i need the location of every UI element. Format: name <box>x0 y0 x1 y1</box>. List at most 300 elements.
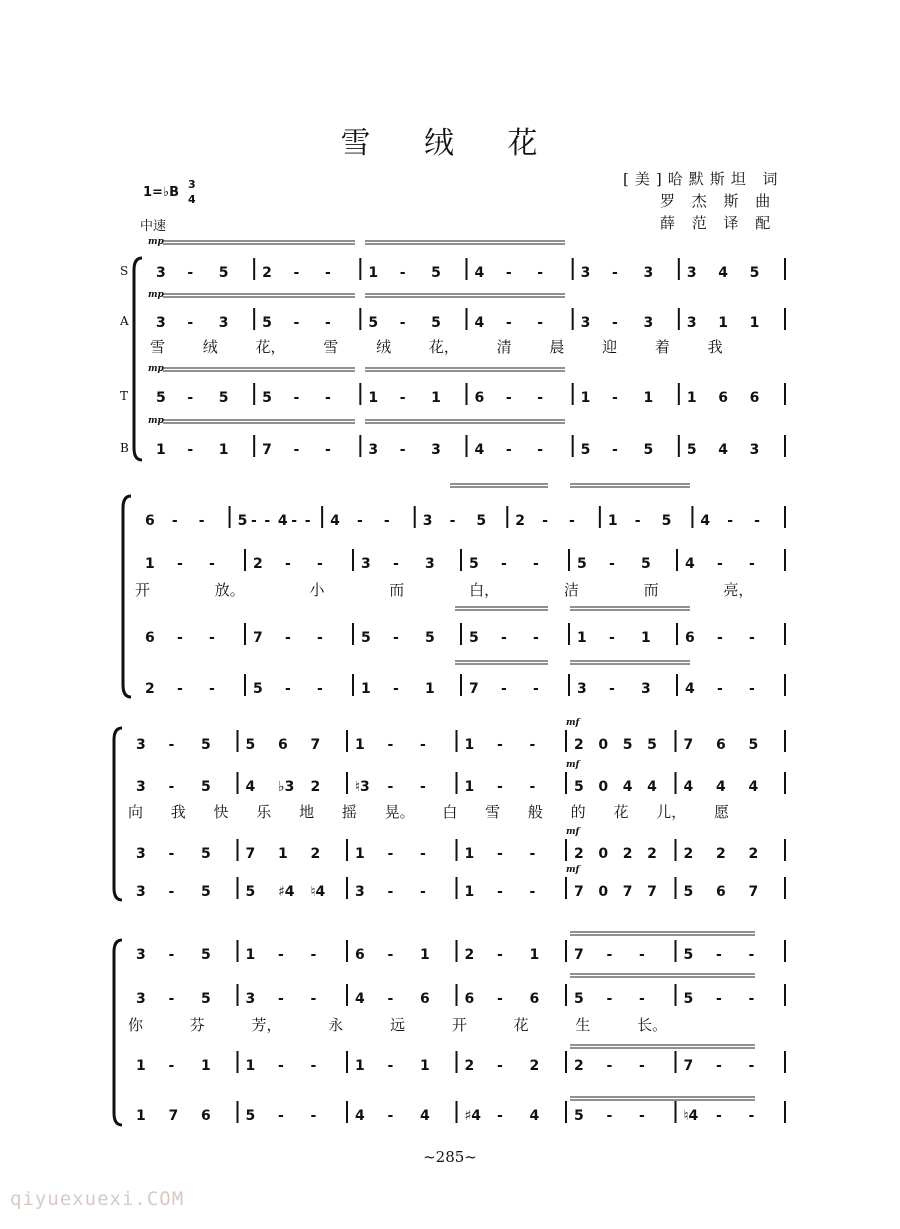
dash-note: - <box>606 1058 613 1074</box>
dash-note: - <box>177 556 183 572</box>
jianpu-note: 2 <box>574 846 584 862</box>
jianpu-note: 6 <box>464 991 475 1007</box>
dash-note: - <box>609 630 615 646</box>
dash-note: - <box>634 513 641 529</box>
jianpu-note: 3 <box>245 991 256 1007</box>
dash-note: - <box>716 991 722 1007</box>
dash-note: - <box>717 681 723 697</box>
jianpu-note: 2 <box>464 947 475 963</box>
dash-note: - <box>387 1058 394 1074</box>
jianpu-note: 2 <box>574 737 584 753</box>
jianpu-note: 3 <box>643 315 654 331</box>
jianpu-note: ♯4 <box>464 1108 482 1124</box>
dash-note: - <box>278 1108 284 1124</box>
jianpu-note: 5 <box>580 442 591 458</box>
dash-note: - <box>754 513 760 529</box>
jianpu-note: 1 <box>218 442 229 458</box>
dash-note: - <box>609 556 615 572</box>
lyrics-line-2: 开 放。 小 而 白， 洁 而 亮， <box>135 581 754 599</box>
jianpu-note: 3 <box>643 265 654 281</box>
jianpu-note: 3 <box>136 779 146 795</box>
dash-note: - <box>749 556 755 572</box>
jianpu-note: 1 <box>464 779 475 795</box>
jianpu-note: 1 <box>355 1058 365 1074</box>
system-bracket <box>123 496 131 697</box>
dash-note: - <box>497 884 503 900</box>
jianpu-note: 2 <box>716 846 726 862</box>
dash-note: - <box>168 1058 175 1074</box>
dash-note: - <box>399 315 406 331</box>
jianpu-note: 3 <box>361 556 371 572</box>
dash-note: - <box>505 390 512 406</box>
system-bracket <box>114 728 122 900</box>
jianpu-note: 6 <box>420 991 430 1007</box>
jianpu-note: 7 <box>262 442 272 458</box>
jianpu-note: 5 <box>622 737 633 753</box>
dash-note: - <box>171 513 178 529</box>
dash-note: - <box>529 737 536 753</box>
jianpu-note: 1 <box>201 1058 211 1074</box>
jianpu-note: 1 <box>361 681 371 697</box>
jianpu-note: 5 <box>237 513 248 529</box>
dash-note: - <box>168 947 175 963</box>
jianpu-note: 3 <box>577 681 587 697</box>
dash-note: - <box>278 947 284 963</box>
jianpu-note: 0 <box>598 884 609 900</box>
jianpu-note: 7 <box>469 681 479 697</box>
dash-note: - <box>168 884 175 900</box>
jianpu-note: 5 <box>156 390 166 406</box>
jianpu-note: 7 <box>647 884 657 900</box>
key-signature: 1=♭B <box>143 185 179 200</box>
dash-note: - <box>387 846 394 862</box>
jianpu-note: 4 <box>700 513 711 529</box>
dash-note: - <box>505 442 512 458</box>
dash-note: - <box>285 630 291 646</box>
dash-note: - <box>533 630 539 646</box>
jianpu-note: 5 <box>245 884 256 900</box>
jianpu-note: 5 <box>201 737 211 753</box>
jianpu-note: 4 <box>474 315 485 331</box>
watermark: qiyuexuexi.COM <box>10 1188 185 1210</box>
jianpu-note: 5 <box>683 884 694 900</box>
composer-credit: 罗 杰 斯 曲 <box>660 192 777 210</box>
lyrics-line-3: 向 我 快 乐 地 摇 晃。 白 雪 般 的 花 儿， 愿 <box>128 803 729 821</box>
dash-note: - <box>533 681 539 697</box>
dash-note: - <box>293 442 300 458</box>
jianpu-note: 5 <box>245 1108 256 1124</box>
jianpu-note: 2 <box>622 846 633 862</box>
jianpu-note: 5 <box>476 513 487 529</box>
voice-label-tenor: T <box>120 389 129 403</box>
dash-note: - <box>497 779 503 795</box>
dash-note: - <box>387 779 394 795</box>
dash-note: - <box>399 265 406 281</box>
dash-note: - <box>317 556 323 572</box>
jianpu-note: 3 <box>422 513 433 529</box>
jianpu-note: 5 <box>469 556 479 572</box>
dash-note: - <box>324 315 331 331</box>
dash-note: - <box>177 630 183 646</box>
jianpu-note: 2 <box>253 556 263 572</box>
dash-note: - <box>177 681 183 697</box>
dash-note: - <box>209 556 215 572</box>
dash-note: - <box>291 513 298 529</box>
dash-note: - <box>717 630 723 646</box>
jianpu-note: 2 <box>748 846 759 862</box>
jianpu-note: 6 <box>529 991 540 1007</box>
jianpu-note: 5 <box>577 556 587 572</box>
dash-note: - <box>399 390 406 406</box>
dash-note: - <box>537 390 544 406</box>
dash-note: - <box>497 947 503 963</box>
dash-note: - <box>198 513 205 529</box>
jianpu-note: 3 <box>156 265 166 281</box>
jianpu-note: 5 <box>368 315 379 331</box>
jianpu-note: 2 <box>574 1058 584 1074</box>
dynamic-marking: mf <box>566 865 580 875</box>
dash-note: - <box>449 513 456 529</box>
dash-note: - <box>542 513 548 529</box>
jianpu-note: 1 <box>529 947 540 963</box>
dash-note: - <box>716 1108 722 1124</box>
dash-note: - <box>606 991 613 1007</box>
dash-note: - <box>387 1108 394 1124</box>
dash-note: - <box>501 681 507 697</box>
jianpu-note: 1 <box>136 1108 146 1124</box>
jianpu-note: 5 <box>361 630 371 646</box>
dash-note: - <box>168 737 175 753</box>
jianpu-note: 3 <box>218 315 229 331</box>
dash-note: - <box>533 556 539 572</box>
dash-note: - <box>497 1108 503 1124</box>
dash-note: - <box>387 884 394 900</box>
dash-note: - <box>606 1108 613 1124</box>
jianpu-note: 1 <box>686 390 697 406</box>
dash-note: - <box>748 991 755 1007</box>
dash-note: - <box>639 1108 645 1124</box>
dash-note: - <box>399 442 406 458</box>
jianpu-note: 4 <box>683 779 694 795</box>
jianpu-note: 6 <box>474 390 485 406</box>
jianpu-note: 1 <box>136 1058 146 1074</box>
dynamic-marking: mp <box>148 237 164 247</box>
jianpu-note: 4 <box>685 556 695 572</box>
jianpu-note: 5 <box>431 265 441 281</box>
jianpu-note: 1 <box>464 737 475 753</box>
dash-note: - <box>501 630 507 646</box>
dash-note: - <box>537 265 544 281</box>
dash-note: - <box>209 630 215 646</box>
jianpu-note: 2 <box>310 779 321 795</box>
jianpu-note: 3 <box>355 884 365 900</box>
jianpu-note: 6 <box>355 947 365 963</box>
jianpu-note: 1 <box>156 442 166 458</box>
dash-note: - <box>393 556 399 572</box>
system-bracket <box>114 940 122 1125</box>
jianpu-note: 1 <box>580 390 591 406</box>
dash-note: - <box>749 630 755 646</box>
jianpu-note: 0 <box>598 737 609 753</box>
jianpu-note: 1 <box>368 265 379 281</box>
jianpu-note: 3 <box>136 737 146 753</box>
dash-note: - <box>324 265 331 281</box>
dash-note: - <box>393 681 399 697</box>
jianpu-note: 4 <box>420 1108 430 1124</box>
dash-note: - <box>187 265 194 281</box>
dash-note: - <box>251 513 257 529</box>
dash-note: - <box>420 779 426 795</box>
dash-note: - <box>497 1058 503 1074</box>
jianpu-note: 3 <box>686 315 697 331</box>
dash-note: - <box>529 884 536 900</box>
jianpu-note: 7 <box>310 737 321 753</box>
dash-note: - <box>609 681 615 697</box>
jianpu-note: ♭3 <box>278 779 295 795</box>
jianpu-note: 4 <box>355 1108 365 1124</box>
dash-note: - <box>639 991 645 1007</box>
dash-note: - <box>383 513 390 529</box>
jianpu-note: 3 <box>425 556 435 572</box>
jianpu-note: 5 <box>574 991 584 1007</box>
lyrics-line-4: 你 芬 芳， 永 远 开 花 生 长。 <box>128 1016 668 1034</box>
dynamic-marking: mp <box>148 416 164 426</box>
jianpu-note: 5 <box>245 737 256 753</box>
jianpu-note: 5 <box>262 390 272 406</box>
jianpu-note: 3 <box>641 681 651 697</box>
dash-note: - <box>293 390 300 406</box>
jianpu-note: 5 <box>201 947 211 963</box>
dash-note: - <box>537 442 544 458</box>
jianpu-note: 1 <box>643 390 654 406</box>
dash-note: - <box>317 681 323 697</box>
dash-note: - <box>168 846 175 862</box>
jianpu-note: 3 <box>580 265 591 281</box>
jianpu-note: 3 <box>749 442 760 458</box>
jianpu-note: 4 <box>718 265 728 281</box>
jianpu-note: 7 <box>245 846 256 862</box>
dash-note: - <box>317 630 323 646</box>
dash-note: - <box>420 884 426 900</box>
jianpu-note: 4 <box>474 442 485 458</box>
jianpu-note: 5 <box>661 513 672 529</box>
dash-note: - <box>716 947 722 963</box>
dash-note: - <box>612 390 618 406</box>
dash-note: - <box>387 991 394 1007</box>
jianpu-note: 3 <box>136 991 146 1007</box>
jianpu-note: 1 <box>464 884 475 900</box>
jianpu-note: 0 <box>598 846 609 862</box>
jianpu-note: 4 <box>716 779 726 795</box>
dash-note: - <box>727 513 734 529</box>
jianpu-note: 0 <box>598 779 609 795</box>
jianpu-note: 7 <box>622 884 633 900</box>
lyrics-line-1: 雪 绒 花， 雪 绒 花， 清 晨 迎 着 我 <box>150 338 723 356</box>
jianpu-note: 6 <box>278 737 288 753</box>
dash-note: - <box>387 947 394 963</box>
dash-note: - <box>310 991 317 1007</box>
dash-note: - <box>420 737 426 753</box>
jianpu-note: 6 <box>145 513 155 529</box>
jianpu-note: 5 <box>647 737 657 753</box>
jianpu-note: 1 <box>607 513 618 529</box>
dash-note: - <box>387 737 394 753</box>
voice-label-alto: A <box>120 314 129 328</box>
jianpu-note: 4 <box>685 681 695 697</box>
dash-note: - <box>716 1058 722 1074</box>
dash-note: - <box>324 390 331 406</box>
jianpu-note: 6 <box>201 1108 211 1124</box>
jianpu-note: 5 <box>574 779 584 795</box>
dash-note: - <box>505 265 512 281</box>
dash-note: - <box>310 947 317 963</box>
jianpu-note: 6 <box>749 390 760 406</box>
jianpu-note: 7 <box>683 1058 694 1074</box>
jianpu-note: 1 <box>718 315 728 331</box>
dash-note: - <box>749 681 755 697</box>
jianpu-note: 6 <box>716 884 726 900</box>
dynamic-marking: mf <box>566 760 580 770</box>
dash-note: - <box>393 630 399 646</box>
jianpu-note: 5 <box>431 315 441 331</box>
dash-note: - <box>285 681 291 697</box>
jianpu-note: 1 <box>464 846 475 862</box>
dynamic-marking: mp <box>148 290 164 300</box>
dash-note: - <box>501 556 507 572</box>
jianpu-note: 4 <box>718 442 728 458</box>
translator-credit: 薛 范 译 配 <box>660 214 777 232</box>
jianpu-note: ♮4 <box>683 1108 699 1124</box>
jianpu-note: 1 <box>420 947 430 963</box>
jianpu-note: 5 <box>469 630 479 646</box>
jianpu-note: 5 <box>253 681 263 697</box>
dash-note: - <box>606 947 613 963</box>
dash-note: - <box>209 681 215 697</box>
jianpu-note: 7 <box>253 630 263 646</box>
jianpu-note: 3 <box>368 442 379 458</box>
jianpu-note: 5 <box>641 556 651 572</box>
jianpu-note: 2 <box>515 513 526 529</box>
dash-note: - <box>187 390 194 406</box>
jianpu-note: 4 <box>245 779 256 795</box>
voice-label-bass: B <box>120 441 129 455</box>
dynamic-marking: mf <box>566 827 580 837</box>
system-bracket <box>134 258 142 460</box>
jianpu-note: 1 <box>278 846 288 862</box>
jianpu-note: 1 <box>245 1058 256 1074</box>
dash-note: - <box>639 1058 645 1074</box>
jianpu-note: 1 <box>749 315 760 331</box>
dash-note: - <box>278 1058 284 1074</box>
dash-note: - <box>748 1108 755 1124</box>
page-number: ~285~ <box>423 1148 477 1166</box>
jianpu-note: 6 <box>685 630 695 646</box>
jianpu-note: 5 <box>201 884 211 900</box>
jianpu-note: 6 <box>718 390 728 406</box>
jianpu-note: 5 <box>683 947 694 963</box>
song-title: 雪 绒 花 <box>340 126 560 161</box>
jianpu-note: 4 <box>529 1108 540 1124</box>
jianpu-note: 5 <box>201 991 211 1007</box>
jianpu-note: 3 <box>156 315 166 331</box>
jianpu-note: 4 <box>355 991 365 1007</box>
dash-note: - <box>310 1058 317 1074</box>
dash-note: - <box>497 846 503 862</box>
dash-note: - <box>187 315 194 331</box>
jianpu-note: 3 <box>686 265 697 281</box>
jianpu-note: ♮3 <box>355 779 370 795</box>
dash-note: - <box>187 442 194 458</box>
jianpu-note: 1 <box>355 846 365 862</box>
dash-note: - <box>324 442 331 458</box>
meter-top: 3 <box>188 178 196 191</box>
dash-note: - <box>537 315 544 331</box>
dash-note: - <box>293 315 300 331</box>
jianpu-note: 4 <box>622 779 633 795</box>
jianpu-note: 1 <box>355 737 365 753</box>
jianpu-note: ♮4 <box>310 884 326 900</box>
dash-note: - <box>293 265 300 281</box>
jianpu-note: 5 <box>683 991 694 1007</box>
jianpu-note: 3 <box>136 884 146 900</box>
dash-note: - <box>748 947 755 963</box>
jianpu-note: 5 <box>201 779 211 795</box>
dash-note: - <box>168 991 175 1007</box>
dash-note: - <box>285 556 291 572</box>
jianpu-note: 5 <box>218 265 229 281</box>
jianpu-note: 4 <box>474 265 485 281</box>
dash-note: - <box>168 779 175 795</box>
jianpu-note: 2 <box>683 846 694 862</box>
dash-note: - <box>497 737 503 753</box>
lyricist-credit: [美]哈默斯坦 词 <box>623 170 784 188</box>
jianpu-note: 5 <box>749 265 760 281</box>
jianpu-note: 5 <box>686 442 697 458</box>
jianpu-note: 5 <box>748 737 759 753</box>
jianpu-note: 4 <box>277 513 288 529</box>
jianpu-note: 1 <box>245 947 256 963</box>
dash-note: - <box>310 1108 317 1124</box>
jianpu-note: 7 <box>748 884 759 900</box>
jianpu-note: 3 <box>136 846 146 862</box>
jianpu-note: 1 <box>145 556 155 572</box>
jianpu-note: 4 <box>748 779 759 795</box>
jianpu-note: 1 <box>420 1058 430 1074</box>
jianpu-note: 7 <box>574 884 584 900</box>
dash-note: - <box>612 315 618 331</box>
jianpu-note: 2 <box>145 681 155 697</box>
jianpu-note: 2 <box>647 846 657 862</box>
meter-bottom: 4 <box>188 193 196 206</box>
jianpu-note: 3 <box>136 947 146 963</box>
jianpu-note: 7 <box>168 1108 179 1124</box>
tempo-marking: 中速 <box>140 219 167 234</box>
jianpu-note: 3 <box>431 442 441 458</box>
jianpu-note: 2 <box>310 846 321 862</box>
dash-note: - <box>748 1058 755 1074</box>
dash-note: - <box>357 513 363 529</box>
jianpu-note: 4 <box>330 513 340 529</box>
jianpu-note: 4 <box>647 779 657 795</box>
jianpu-note: 2 <box>464 1058 475 1074</box>
jianpu-note: ♯4 <box>278 884 295 900</box>
dash-note: - <box>569 513 575 529</box>
jianpu-note: 5 <box>643 442 654 458</box>
jianpu-note: 1 <box>641 630 651 646</box>
dash-note: - <box>529 779 536 795</box>
jianpu-note: 5 <box>218 390 229 406</box>
dash-note: - <box>278 991 284 1007</box>
